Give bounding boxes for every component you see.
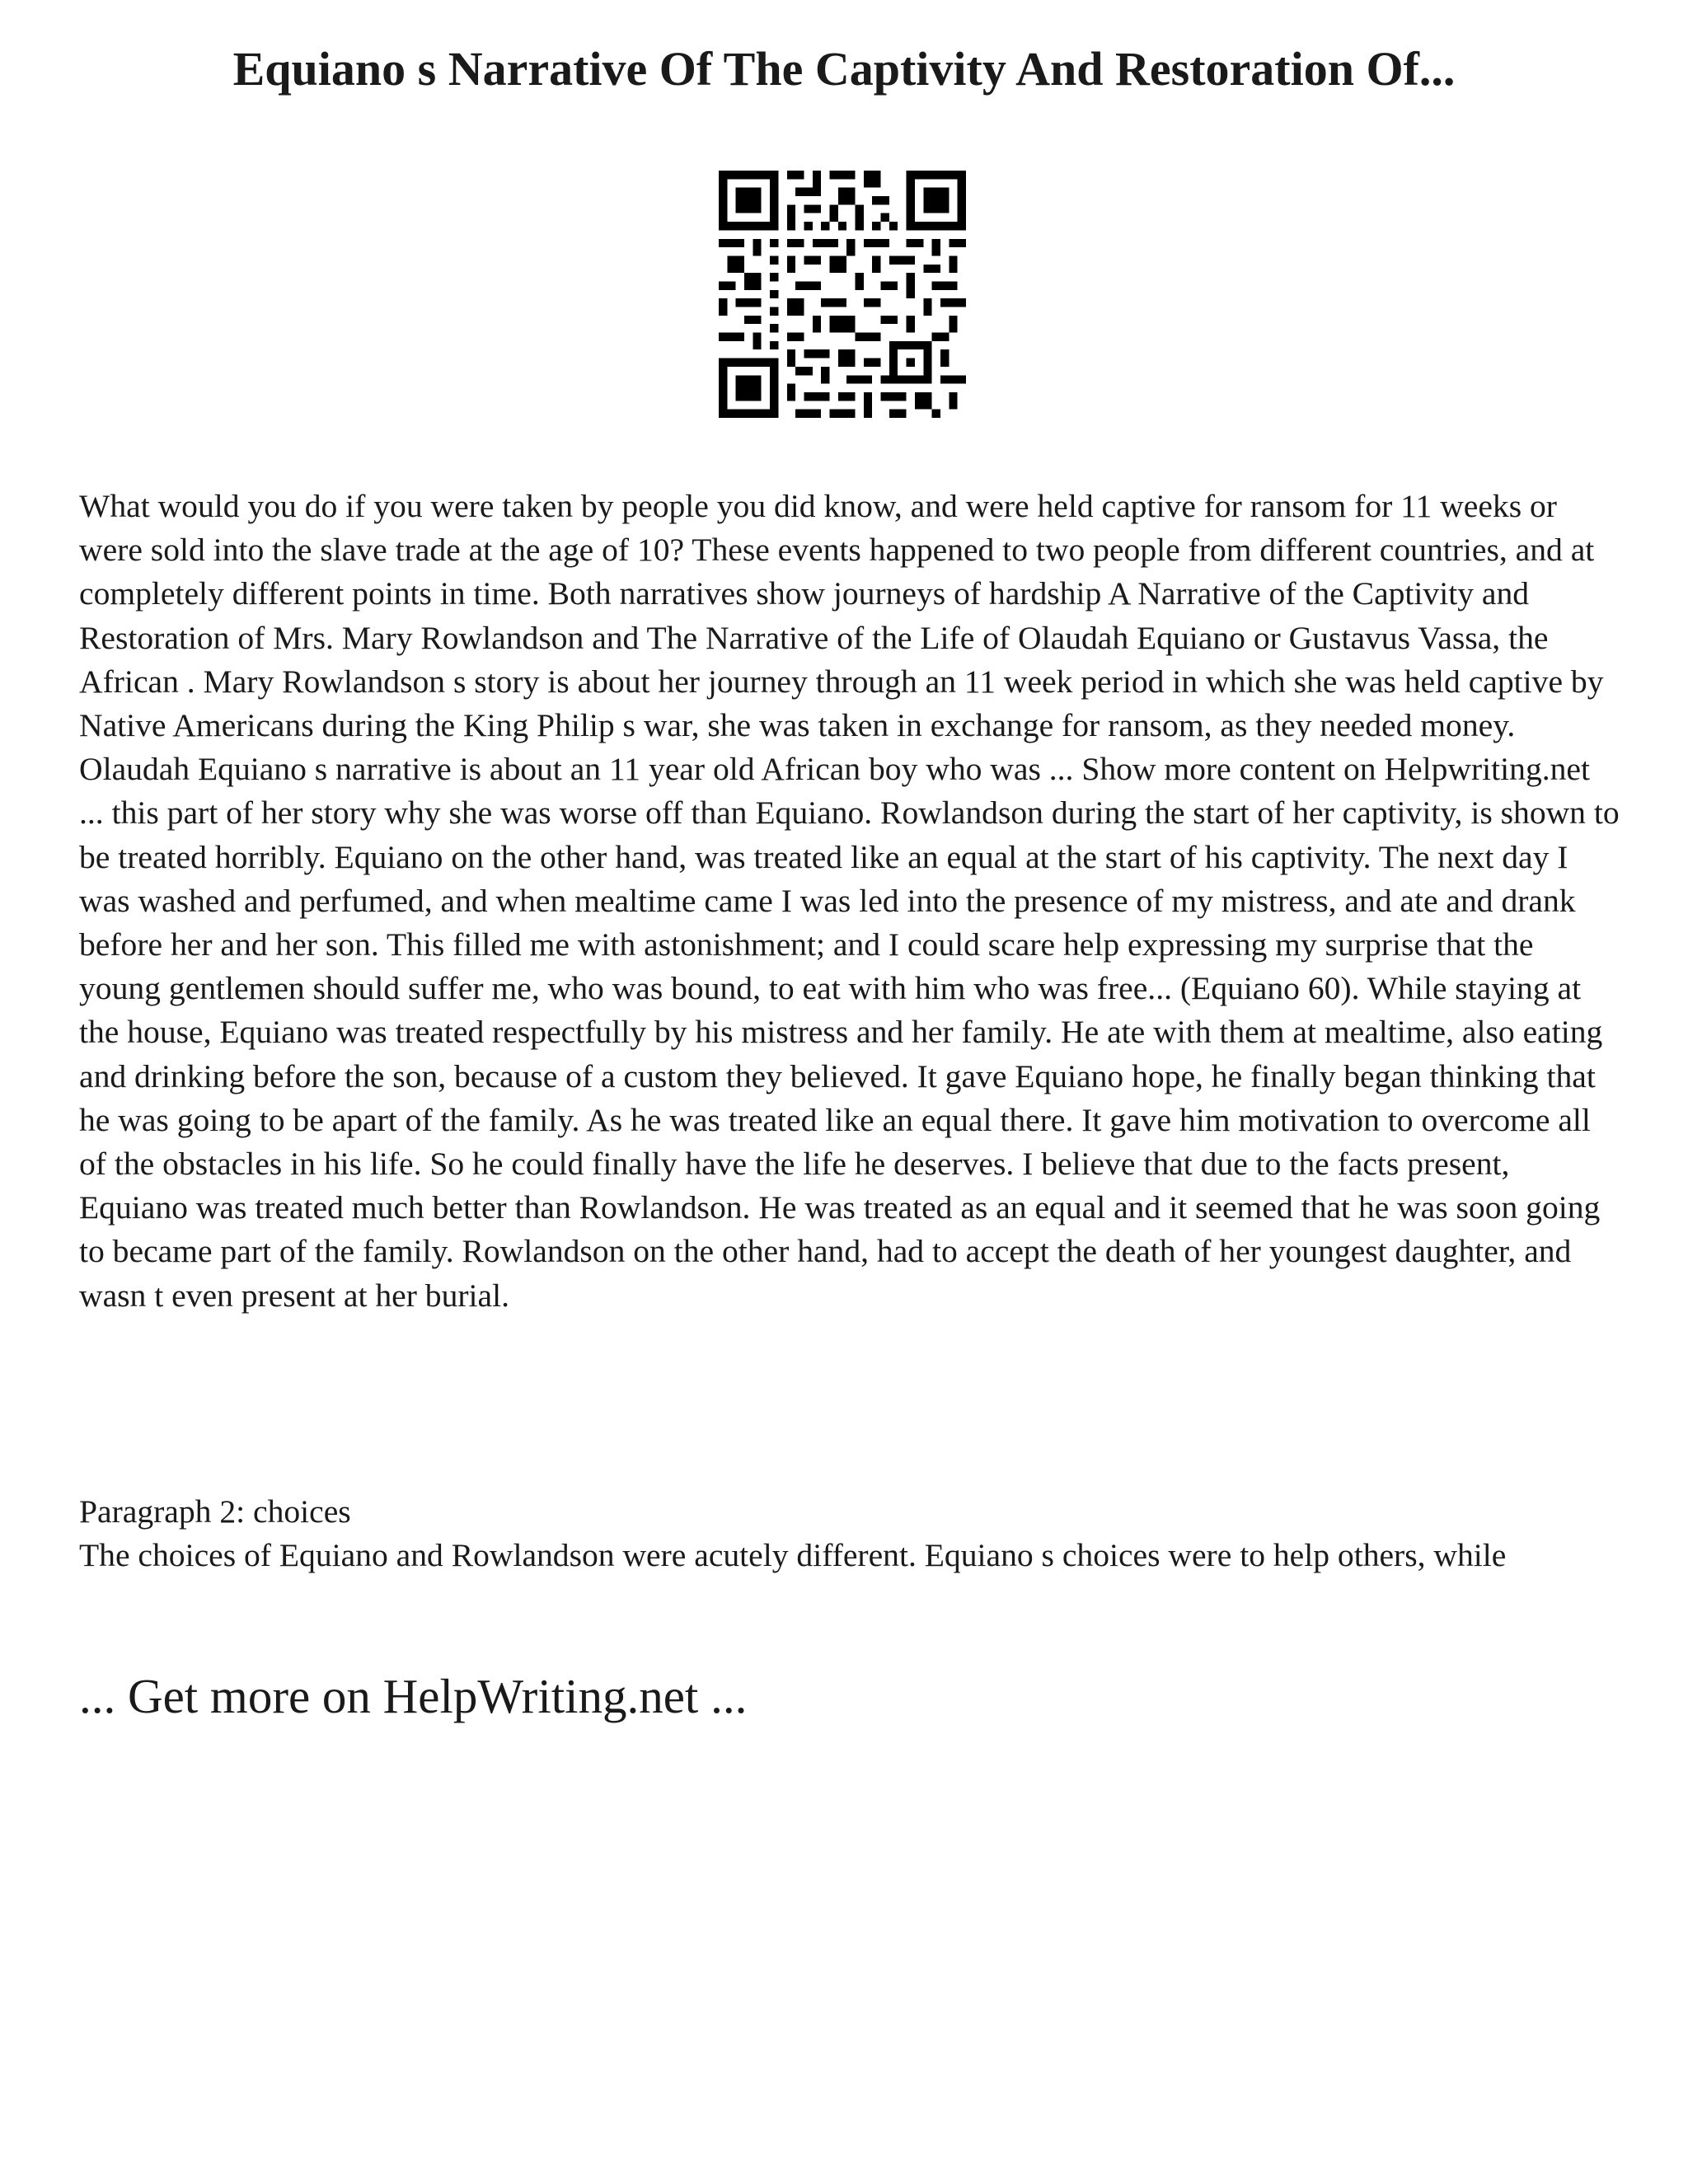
body-paragraph: What would you do if you were taken by people you did know, and were held captive for ransom for 11 weeks or were sold into the slave trade at the age of 10? These events happened to two people from different countries, and at completely different points in time. Both narratives show journeys of hardship A Narrative of the Captivity and Restoration of Mrs. Mary Rowlandson and The Narrative of the Life of Olaudah Equiano or Gustavus Vassa, the African . Mary Rowlandson s story is about her journey through an 11 week period in which she was held captive by Native Americans during the King Philip s war, she was taken in exchange for ransom, as they needed money. Olaudah Equiano s narrative is about an 11 year old African boy who was ... Show more content on Helpwriting.net ... this part of her story why she was worse off than Equiano. Rowlandson during the start of her captivity, is shown to be treated horribly. Equiano on the other hand, was treated like an equal at the start of his captivity. The next day I was washed and perfumed, and when mealtime came I was led into the presence of my mistress, and ate and drank before her and her son. This filled me with astonishment; and I could scare help expressing my surprise that the young gentlemen should suffer me, who was bound, to eat with him who was free... (Equiano 60). While staying at the house, Equiano was treated respectfully by his mistress and her family. He ate with them at mealtime, also eating and drinking before the son, because of a custom they believed. It gave Equiano hope, he finally began thinking that he was going to be apart of the family. As he was treated like an equal there. It gave him motivation to overcome all of the obstacles in his life. So he could finally have the life he deserves. I believe that due to the facts present, Equiano was treated much better than Rowlandson. He was treated as an equal and it seemed that he was soon going to became part of the family. Rowlandson on the other hand, had to accept the death of her youngest daughter, and wasn t even present at her burial. bbox=[79, 488, 1620, 1314]
document-title: Equiano s Narrative Of The Captivity And Restoration Of... bbox=[232, 42, 1456, 96]
qr-code-icon bbox=[719, 171, 966, 418]
get-more-link[interactable]: ... Get more on HelpWriting.net ... bbox=[79, 1669, 748, 1723]
section-paragraph: The choices of Equiano and Rowlandson were acutely different. Equiano s choices were to help others, while bbox=[79, 1537, 1507, 1573]
section-heading: Paragraph 2: choices bbox=[79, 1493, 351, 1530]
